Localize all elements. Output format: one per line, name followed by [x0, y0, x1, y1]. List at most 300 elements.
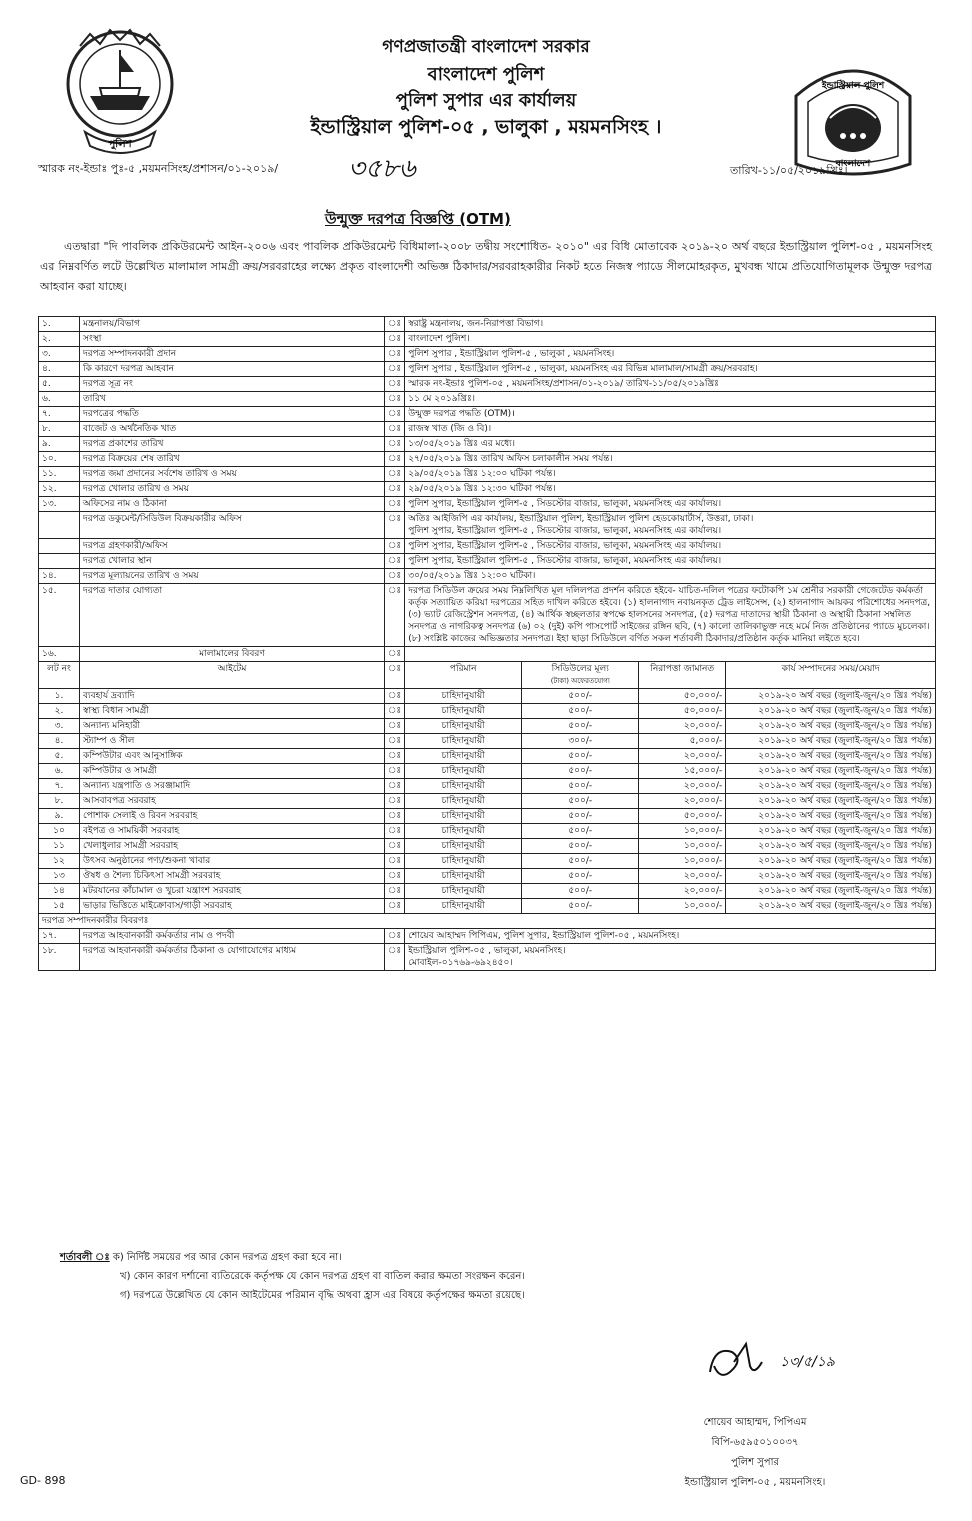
table-cell [385, 899, 405, 914]
table-cell [385, 704, 405, 719]
table-cell [385, 944, 405, 971]
table-cell [726, 854, 936, 869]
colon-sep: ঃ [388, 736, 402, 746]
table-cell [385, 854, 405, 869]
table-cell [39, 929, 80, 944]
table-cell [39, 689, 80, 704]
table-cell [39, 467, 80, 482]
item-qty: চাহিদানুযায়ী [441, 736, 485, 746]
table-cell [726, 899, 936, 914]
table-cell [639, 884, 726, 899]
item-period: ২০১৯-২০ অর্থ বছর (জুলাই-জুন/২০ খ্রিঃ পর্যন্ত) [758, 736, 932, 746]
goods-item-row [39, 854, 936, 869]
row-value: ১১ মে ২০১৯খ্রিঃ। [408, 394, 475, 404]
table-cell [385, 884, 405, 899]
table-cell [39, 719, 80, 734]
office-title: পুলিশ সুপার এর কার্যালয় [395, 90, 577, 111]
table-cell [405, 749, 522, 764]
goods-item-row [39, 824, 936, 839]
table-cell [385, 497, 405, 512]
table-cell [385, 869, 405, 884]
table-cell [80, 647, 385, 662]
row-value: পুলিশ সুপার , ইন্ডাস্ট্রিয়াল পুলিশ-৫ , ভালুকা , ময়মনসিংহ। [408, 349, 615, 359]
memo-date: তারিখ-১১/০৫/২০১৯খ্রিঃ। [730, 164, 848, 177]
colon-sep: ঃ [388, 901, 402, 911]
table-cell [80, 734, 385, 749]
table-cell [39, 377, 80, 392]
row-label: দরপত্র আহবানকারী কর্মকর্তার নাম ও পদবী [83, 931, 235, 941]
table-cell [385, 719, 405, 734]
item-security: ২০,০০০/- [683, 796, 723, 806]
item-qty: চাহিদানুযায়ী [441, 796, 485, 806]
table-cell [522, 854, 639, 869]
table-cell [80, 512, 385, 539]
row-number: ১৫. [42, 586, 57, 596]
table-cell [405, 407, 936, 422]
table-cell [405, 779, 522, 794]
table-cell [385, 317, 405, 332]
row-number: ৪. [42, 364, 51, 374]
table-cell [80, 497, 385, 512]
lot-header: লট নং [47, 664, 71, 674]
table-cell [639, 689, 726, 704]
notice-title: উন্মুক্ত দরপত্র বিজ্ঞপ্তি (OTM) [325, 210, 511, 228]
item-qty: চাহিদানুযায়ী [441, 886, 485, 896]
gd-code: GD- 898 [20, 1474, 66, 1487]
colon-sep: ঃ [388, 364, 402, 374]
table-cell [639, 734, 726, 749]
item-security: ২০,০০০/- [683, 871, 723, 881]
colon-sep: ঃ [388, 766, 402, 776]
table-cell [80, 347, 385, 362]
row-number: ১৪. [42, 571, 57, 581]
item-name: স্বাস্থ্য বিধান সামগ্রী [83, 706, 149, 716]
goods-column-headers [39, 662, 936, 689]
table-cell [639, 794, 726, 809]
row-value: পুলিশ সুপার, ইন্ডাস্ট্রিয়াল পুলিশ-৫ , সিডস্টোর বাজার, ভালুকা, ময়মনসিংহ এর কার্যালয়। [408, 556, 722, 566]
table-cell [385, 452, 405, 467]
item-period: ২০১৯-২০ অর্থ বছর (জুলাই-জুন/২০ খ্রিঃ পর্যন্ত) [758, 781, 932, 791]
table-cell [405, 467, 936, 482]
item-security: ১০,০০০/- [683, 826, 723, 836]
item-period: ২০১৯-২০ অর্থ বছর (জুলাই-জুন/২০ খ্রিঃ পর্যন্ত) [758, 826, 932, 836]
item-security: ১০,০০০/- [683, 856, 723, 866]
colon-sep: ঃ [388, 796, 402, 806]
item-price: ৫০০/- [568, 826, 593, 836]
table-cell [522, 884, 639, 899]
table-cell [80, 824, 385, 839]
table-cell [385, 347, 405, 362]
bangladesh-police-logo [60, 26, 180, 156]
table-cell [522, 704, 639, 719]
table-cell [385, 584, 405, 647]
table-cell [39, 809, 80, 824]
row-value: ২৯/০৫/২০১৯ খ্রিঃ ১২:০০ ঘটিকা পর্যন্ত। [408, 469, 556, 479]
item-name: স্ট্যাম্প ও সীল [83, 736, 135, 746]
table-cell [385, 482, 405, 497]
row-value: রাজস্ব খাত (জি ও বি)। [408, 424, 492, 434]
item-qty: চাহিদানুযায়ী [441, 691, 485, 701]
table-cell [639, 764, 726, 779]
officer-office: ইন্ডাস্ট্রিয়াল পুলিশ-০৫ , ময়মনসিংহ। [684, 1477, 826, 1488]
table-cell [385, 377, 405, 392]
row-number: ৭. [42, 409, 51, 419]
detail-row [39, 569, 936, 584]
colon-sep: ঃ [388, 811, 402, 821]
table-cell [726, 824, 936, 839]
row-label: দরপত্র মূল্যায়নের তারিখ ও সময় [83, 571, 199, 581]
row-label: দরপত্র প্রকাশের তারিখ [83, 439, 164, 449]
table-cell [385, 764, 405, 779]
logo-right-caption-bottom: বাংলাদেশ [835, 159, 871, 169]
row-value: পুলিশ সুপার , ইন্ডাস্ট্রিয়াল পুলিশ-৫ , ভালুকা, ময়মনসিংহ এর বিভিন্ন মালামাল/সামগ্রী ক্রয়/সরবরাহ। [408, 364, 758, 374]
item-qty: চাহিদানুযায়ী [441, 856, 485, 866]
item-period: ২০১৯-২০ অর্থ বছর (জুলাই-জুন/২০ খ্রিঃ পর্যন্ত) [758, 841, 932, 851]
period-header: কার্য সম্পাদনের সময়/মেয়াদ [781, 664, 880, 674]
table-cell [39, 407, 80, 422]
table-cell [405, 569, 936, 584]
lot-number: ২. [54, 706, 64, 716]
table-cell [80, 794, 385, 809]
item-period: ২০১৯-২০ অর্থ বছর (জুলাই-জুন/২০ খ্রিঃ পর্যন্ত) [758, 751, 932, 761]
row-value: ১৩/০৫/২০১৯ খ্রিঃ এর মধ্যে। [408, 439, 515, 449]
term-2: খ) কোন কারণ দর্শানো ব্যতিরেকে কর্তৃপক্ষ যে কোন দরপত্র গ্রহণ বা বাতিল করার ক্ষমতা সংরক্ষন করেন। [120, 1271, 525, 1282]
colon-sep: ঃ [388, 334, 402, 344]
colon-sep: ঃ [388, 499, 402, 509]
table-cell [522, 839, 639, 854]
row-label: দরপত্র সম্পাদনকারী প্রদান [83, 349, 177, 359]
table-cell [80, 437, 385, 452]
colon-sep: ঃ [388, 856, 402, 866]
table-cell [39, 437, 80, 452]
detail-row [39, 317, 936, 332]
table-cell [39, 944, 80, 971]
detail-row [39, 437, 936, 452]
row-label: দরপত্র ডকুমেন্ট/সিডিউল বিক্রয়কারীর অফিস [83, 514, 242, 524]
row-number: ১৮. [42, 946, 57, 956]
table-cell [385, 794, 405, 809]
table-cell [522, 779, 639, 794]
item-security: ২০,০০০/- [683, 721, 723, 731]
row-number: ৯. [42, 439, 51, 449]
item-period: ২০১৯-২০ অর্থ বছর (জুলাই-জুন/২০ খ্রিঃ পর্যন্ত) [758, 856, 932, 866]
table-cell [39, 839, 80, 854]
table-cell [80, 539, 385, 554]
table-cell [405, 884, 522, 899]
item-price: ৫০০/- [568, 901, 593, 911]
lot-number: ৭. [54, 781, 64, 791]
table-cell [80, 704, 385, 719]
row-value: স্বরাষ্ট্র মন্ত্রনালয়, জন-নিরাপত্তা বিভাগ। [408, 319, 544, 329]
table-cell [385, 437, 405, 452]
table-cell [639, 719, 726, 734]
item-price: ৫০০/- [568, 841, 593, 851]
goods-item-row [39, 719, 936, 734]
item-header: আইটেম [217, 664, 247, 674]
terms-block [60, 1248, 525, 1305]
item-name: কম্পিউটার এবং আনুসাঙ্গিক [83, 751, 183, 761]
signature-date: ১৩/৫/১৯ [780, 1354, 835, 1370]
table-cell [80, 584, 385, 647]
table-cell [405, 317, 936, 332]
item-qty: চাহিদানুযায়ী [441, 841, 485, 851]
table-cell [726, 869, 936, 884]
item-name: পোশাক সেলাই ও রিবন সরবরাহ [83, 811, 198, 821]
detail-row [39, 467, 936, 482]
officer-section: দরপত্র সম্পাদনকারীর বিবরণঃ [42, 916, 149, 926]
detail-row [39, 929, 936, 944]
table-cell [39, 704, 80, 719]
item-name: ব্যবহার্য দ্রব্যাদি [83, 691, 135, 701]
price-header: সিডিউলের মূল্য [551, 664, 609, 674]
table-cell [726, 749, 936, 764]
row-number: ১. [42, 319, 51, 329]
row-label: দরপত্রের পদ্ধতি [83, 409, 139, 419]
item-period: ২০১৯-২০ অর্থ বছর (জুলাই-জুন/২০ খ্রিঃ পর্যন্ত) [758, 691, 932, 701]
lot-number: ১৩ [53, 871, 65, 881]
table-cell [385, 422, 405, 437]
goods-item-row [39, 869, 936, 884]
table-cell [80, 854, 385, 869]
goods-item-row [39, 764, 936, 779]
row-label: দরপত্র বিক্রয়ের শেষ তারিখ [83, 454, 180, 464]
table-cell [639, 809, 726, 824]
goods-item-row [39, 734, 936, 749]
item-period: ২০১৯-২০ অর্থ বছর (জুলাই-জুন/২০ খ্রিঃ পর্যন্ত) [758, 886, 932, 896]
memo-handwritten-number: ৩৫৮৬ [348, 154, 416, 184]
table-cell [385, 332, 405, 347]
lot-number: ১২ [53, 856, 65, 866]
detail-row [39, 332, 936, 347]
table-cell [405, 794, 522, 809]
table-cell [639, 662, 726, 689]
goods-item-row [39, 689, 936, 704]
table-cell [80, 899, 385, 914]
term-1: ক) নির্দিষ্ট সময়ের পর আর কোন দরপত্র গ্রহণ করা হবে না। [112, 1252, 342, 1263]
item-period: ২০১৯-২০ অর্থ বছর (জুলাই-জুন/২০ খ্রিঃ পর্যন্ত) [758, 796, 932, 806]
colon-sep: ঃ [388, 409, 402, 419]
table-cell [39, 764, 80, 779]
row-value: শোয়েব আহাম্মদ পিপিএম, পুলিশ সুপার, ইন্ডাস্ট্রিয়াল পুলিশ-০৫ , ময়মনসিংহ। [408, 931, 680, 941]
detail-row [39, 539, 936, 554]
item-price: ৫০০/- [568, 871, 593, 881]
row-label: দরপত্র আহবানকারী কর্মকর্তার ঠিকানা ও যোগাযোগের মাধ্যম [83, 946, 297, 956]
goods-item-row [39, 794, 936, 809]
table-cell [39, 422, 80, 437]
table-cell [522, 869, 639, 884]
item-name: খেলাধুলার সামগ্রী সরবরাহ [83, 841, 178, 851]
item-period: ২০১৯-২০ অর্থ বছর (জুলাই-জুন/২০ খ্রিঃ পর্যন্ত) [758, 706, 932, 716]
table-cell [80, 332, 385, 347]
table-cell [385, 554, 405, 569]
table-cell [80, 929, 385, 944]
detail-row [39, 482, 936, 497]
table-cell [522, 764, 639, 779]
price-subheader: (টাকা) অফেরতযোগ্য [550, 677, 610, 685]
table-cell [80, 407, 385, 422]
table-cell [80, 482, 385, 497]
lot-number: ১৪ [53, 886, 65, 896]
colon-sep: ঃ [388, 691, 402, 701]
item-qty: চাহিদানুযায়ী [441, 901, 485, 911]
lot-number: ১৫ [53, 901, 65, 911]
table-cell [405, 482, 936, 497]
lot-number: ৪. [54, 736, 64, 746]
table-cell [80, 809, 385, 824]
item-price: ৫০০/- [568, 781, 593, 791]
security-header: নিরাপত্তা জামানত [650, 664, 715, 674]
row-number: ৮. [42, 424, 51, 434]
goods-label: মালামালের বিবরণ [199, 649, 265, 659]
item-price: ৫০০/- [568, 766, 593, 776]
table-cell [726, 884, 936, 899]
table-cell [385, 467, 405, 482]
table-cell [80, 662, 385, 689]
police-title: বাংলাদেশ পুলিশ [427, 64, 545, 85]
term-3: গ) দরপত্রে উল্লেখিত যে কোন আইটেমের পরিমান বৃদ্ধি অথবা হ্রাস এর বিষয়ে কর্তৃপক্ষের ক্ষমতা রয়েছে। [120, 1290, 525, 1301]
table-cell [80, 689, 385, 704]
table-cell [80, 569, 385, 584]
table-cell [726, 662, 936, 689]
row-label: দরপত্র জমা প্রদানের সর্বশেষ তারিখ ও সময় [83, 469, 237, 479]
table-cell [39, 794, 80, 809]
lot-number: ১. [54, 691, 64, 701]
table-cell [405, 584, 936, 647]
row-label: বাজেট ও অর্থনৈতিক খাত [83, 424, 177, 434]
table-cell [80, 839, 385, 854]
table-cell [39, 392, 80, 407]
row-number: ১৩. [42, 499, 57, 509]
notice-intro [40, 237, 932, 297]
colon-sep: ঃ [388, 946, 402, 956]
item-name: বইপত্র ও সাময়িকী সরবরাহ [83, 826, 180, 836]
table-cell [39, 899, 80, 914]
colon-sep: ঃ [388, 514, 402, 524]
detail-row [39, 422, 936, 437]
table-cell [405, 764, 522, 779]
row-label: দরপত্র সূত্র নং [83, 379, 133, 389]
colon-sep: ঃ [388, 886, 402, 896]
table-cell [39, 854, 80, 869]
officer-title: পুলিশ সুপার [731, 1457, 779, 1468]
table-cell [405, 719, 522, 734]
table-cell [639, 779, 726, 794]
table-cell [405, 554, 936, 569]
item-period: ২০১৯-২০ অর্থ বছর (জুলাই-জুন/২০ খ্রিঃ পর্যন্ত) [758, 901, 932, 911]
table-cell [385, 749, 405, 764]
row-number: ৫. [42, 379, 51, 389]
row-value: বাংলাদেশ পুলিশ। [408, 334, 470, 344]
item-name: অন্যান্য মনিহারী [83, 721, 141, 731]
item-security: ১০,০০০/- [683, 901, 723, 911]
signature-block [640, 1413, 870, 1493]
detail-row [39, 407, 936, 422]
table-cell [522, 662, 639, 689]
table-cell [80, 884, 385, 899]
table-cell [405, 377, 936, 392]
row-value: ২৯/০৫/২০১৯ খ্রিঃ ১২:৩০ ঘটিকা পর্যন্ত। [408, 484, 556, 494]
table-cell [39, 512, 80, 539]
table-cell [80, 944, 385, 971]
table-cell [80, 422, 385, 437]
table-cell [39, 869, 80, 884]
colon-sep: ঃ [388, 586, 402, 596]
table-cell [726, 794, 936, 809]
table-cell [80, 317, 385, 332]
qty-header: পরিমান [449, 664, 477, 674]
detail-row [39, 554, 936, 569]
item-price: ৫০০/- [568, 886, 593, 896]
row-label: তারিখ [83, 394, 106, 404]
row-value: স্মারক নং-ইন্ডাঃ পুলিশ-০৫ , ময়মনসিংহ/প্রশাসন/০১-২০১৯/ তারিখ-১১/০৫/২০১৯খ্রিঃ [408, 379, 719, 389]
table-cell [405, 869, 522, 884]
table-cell [522, 899, 639, 914]
item-security: ৫০,০০০/- [683, 691, 723, 701]
goods-item-row [39, 839, 936, 854]
row-number: ১৭. [42, 931, 57, 941]
officer-bp: বিপি-৬৫৯৫০১০০৩৭ [711, 1437, 799, 1448]
item-security: ২০,০০০/- [683, 781, 723, 791]
colon-sep: ঃ [388, 469, 402, 479]
officer-name: শোয়েব আহাম্মদ, পিপিএম [703, 1417, 807, 1428]
row-number: ১২. [42, 484, 57, 494]
table-cell [39, 539, 80, 554]
colon-sep: ঃ [388, 721, 402, 731]
table-cell [405, 332, 936, 347]
table-cell [385, 662, 405, 689]
table-cell [80, 377, 385, 392]
goods-item-row [39, 779, 936, 794]
colon-sep: ঃ [388, 394, 402, 404]
colon-sep: ঃ [388, 781, 402, 791]
lot-number: ৯. [54, 811, 64, 821]
item-security: ৫,০০০/- [689, 736, 723, 746]
table-cell [80, 779, 385, 794]
table-cell [405, 854, 522, 869]
table-cell [385, 407, 405, 422]
table-cell [385, 512, 405, 539]
table-cell [385, 779, 405, 794]
table-cell [639, 824, 726, 839]
item-name: ভাড়ার ভিত্তিতে মাইক্রোবাস/গাড়ী সরবরাহ [83, 901, 232, 911]
row-value: পুলিশ সুপার, ইন্ডাস্ট্রিয়াল পুলিশ-৫ , সিডস্টোর বাজার, ভালুকা, ময়মনসিংহ এর কার্যালয়। [408, 499, 722, 509]
table-cell [80, 392, 385, 407]
item-period: ২০১৯-২০ অর্থ বছর (জুলাই-জুন/২০ খ্রিঃ পর্যন্ত) [758, 871, 932, 881]
row-value: পুলিশ সুপার, ইন্ডাস্ট্রিয়াল পুলিশ-৫ , সিডস্টোর বাজার, ভালুকা, ময়মনসিংহ এর কার্যালয়। [408, 541, 722, 551]
row-value: উন্মুক্ত দরপত্র পদ্ধতি (OTM)। [408, 409, 515, 419]
table-cell [522, 749, 639, 764]
item-name: কম্পিউটার ও সামগ্রী [83, 766, 157, 776]
table-cell [726, 839, 936, 854]
table-cell [405, 734, 522, 749]
item-security: ২০,০০০/- [683, 751, 723, 761]
table-cell [405, 452, 936, 467]
table-cell [385, 929, 405, 944]
table-cell [39, 554, 80, 569]
row-number: ১৬. [42, 649, 57, 659]
table-cell [405, 662, 522, 689]
table-cell [405, 437, 936, 452]
table-cell [39, 884, 80, 899]
table-cell [405, 362, 936, 377]
table-cell [639, 869, 726, 884]
table-cell [39, 362, 80, 377]
goods-header-row [39, 647, 936, 662]
table-cell [726, 689, 936, 704]
item-security: ৫০,০০০/- [683, 811, 723, 821]
item-period: ২০১৯-২০ অর্থ বছর (জুলাই-জুন/২০ খ্রিঃ পর্যন্ত) [758, 721, 932, 731]
table-cell [39, 749, 80, 764]
